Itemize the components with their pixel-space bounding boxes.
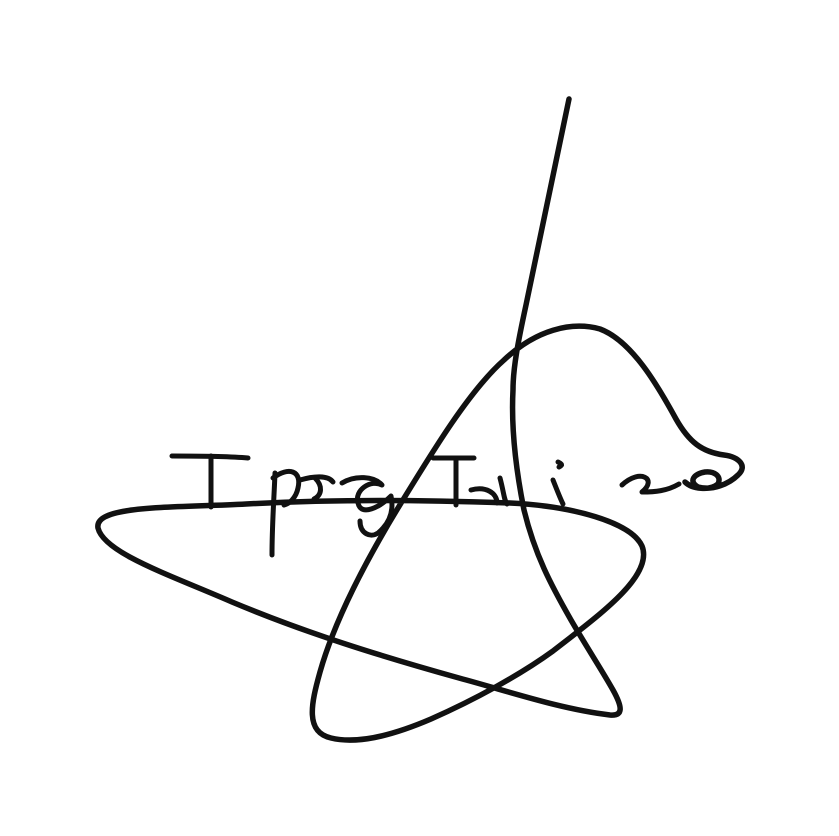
signature-stroke bbox=[342, 478, 392, 536]
signature-stroke bbox=[553, 462, 563, 504]
signature-stroke bbox=[272, 473, 275, 555]
signature-stroke bbox=[622, 476, 679, 492]
signature-strokes bbox=[98, 99, 742, 740]
signature-stroke bbox=[98, 99, 742, 740]
signature-stroke bbox=[433, 458, 507, 505]
